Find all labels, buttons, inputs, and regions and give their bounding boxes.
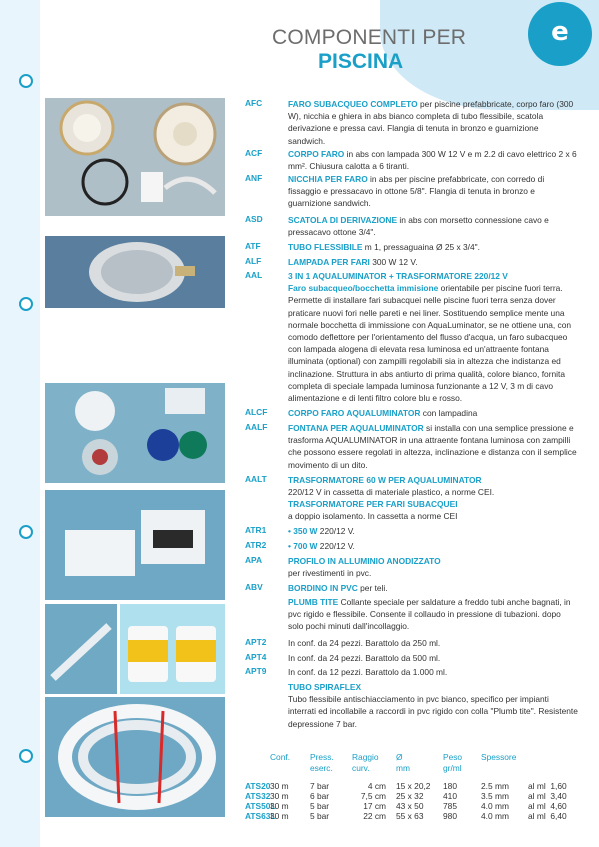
- product-name: CORPO FARO AQUALUMINATOR: [288, 408, 421, 418]
- product-name: LAMPADA PER FARI: [288, 257, 370, 267]
- spec-header-press: Press. eserc.: [310, 752, 334, 773]
- photo-spiraflex-hose: [45, 697, 225, 817]
- spec-header-diam: Ø mm: [396, 752, 410, 773]
- product-description: 300 W 12 V.: [369, 257, 418, 267]
- spec-press: 5 bar: [310, 801, 330, 811]
- spec-header-peso: Peso gr/ml: [443, 752, 463, 773]
- spec-code: ATS20: [245, 781, 271, 791]
- product-description: In conf. da 12 pezzi. Barattolo da 1.000 ml.: [288, 667, 448, 677]
- spec-peso: 980: [443, 811, 457, 821]
- spec-press: 7 bar: [310, 781, 330, 791]
- page-title-line1: COMPONENTI PER: [272, 26, 467, 49]
- product-entry-alf: [288, 256, 578, 268]
- photo-aluminium-profile: [45, 604, 117, 694]
- product-code: ALF: [245, 256, 262, 266]
- product-code: ATR1: [245, 525, 267, 535]
- spec-price: al ml 3,40: [528, 791, 567, 801]
- product-name: TUBO SPIRAFLEX: [288, 682, 362, 692]
- binder-hole: [19, 297, 33, 311]
- spec-peso: 785: [443, 801, 457, 811]
- photo-plumb-tite-jars: [120, 604, 225, 694]
- photo-aqualuminator: [45, 383, 225, 483]
- spec-spessore: 4.0 mm: [481, 801, 509, 811]
- photo-transformer: [45, 490, 225, 600]
- product-name: CORPO FARO: [288, 149, 345, 159]
- product-subtitle: Faro subacqueo/bocchetta immisione: [288, 283, 439, 294]
- spec-price: al ml 1,60: [528, 781, 567, 791]
- product-name: NICCHIA PER FARO: [288, 174, 368, 184]
- product-entry-atr1: [288, 525, 578, 537]
- product-entry-abv: [288, 582, 578, 594]
- product-name: TUBO FLESSIBILE: [288, 242, 363, 252]
- spec-spessore: 3.5 mm: [481, 791, 509, 801]
- product-code: APT9: [245, 666, 267, 676]
- product-description: Tubo flessibile antischiacciamento in pvc bianco, specifico per impianti interrati ed incollabile a raccordi in pvc rigido con colla "Plumb tite". Resistente depressione 7 bar.: [288, 694, 578, 729]
- product-description: in abs con lampada 300 W 12 V e m 2.2 di cavo elettrico 2 x 6 mm². Chiusura calotta a 6 tiranti.: [288, 149, 577, 172]
- product-code: ATF: [245, 241, 261, 251]
- product-code: APA: [245, 555, 263, 565]
- product-code: ABV: [245, 582, 263, 592]
- photo-lamp: [45, 236, 225, 308]
- product-description: orientabile per piscine fuori terra. Permette di installare fari subacquei nelle piscine fuori terra senza dover praticare nuovi fori nelle pareti e nei liner. Sostituendo semplice mente una normale bocchetta di immissione con AquaLuminator, se ne ottiene una, con comodo deflettore per l'orientamento del flusso d'acqua, un faro subacqueo con lampada alogena di elevata resa luminosa ed un'attraente fontana illuminata (optional) con zampilli regolabili sia in altezza che indistanza ed inclinazione. Struttura in abs antiurto di prima qualità, colore bianco, fornita completa di speciale lampada luminosa funzionante a 12 V, 3 m di cavo alimentazione e di lenti filtro colore blu e rosso.: [288, 283, 572, 404]
- spec-spessore: 2.5 mm: [481, 781, 509, 791]
- binder-hole: [19, 525, 33, 539]
- photo-pool-light-components: [45, 98, 225, 216]
- product-name: • 350 W: [288, 526, 318, 536]
- product-code: ATR2: [245, 540, 267, 550]
- product-name: • 700 W: [288, 541, 318, 551]
- product-entry-apt9: [288, 666, 578, 678]
- product-entry-asd: [288, 214, 578, 238]
- spec-code: ATS50L: [245, 801, 276, 811]
- product-description: Collante speciale per saldature a freddo tubi anche bagnati, in pvc rigido e flessibile. Consente il collaudo in pressione di tubazioni. dopo solo pochi minuti dall'incollaggio.: [288, 597, 571, 632]
- product-code: AAL: [245, 270, 263, 280]
- section-letter: e: [551, 17, 569, 47]
- spec-spessore: 4.0 mm: [481, 811, 509, 821]
- product-description: In conf. da 24 pezzi. Barattolo da 500 ml.: [288, 653, 441, 663]
- product-code: AALF: [245, 422, 268, 432]
- product-entry-apt4: [288, 652, 578, 664]
- spec-price: al ml 4,60: [528, 801, 567, 811]
- product-entry-apa: [288, 555, 578, 579]
- product-description: in abs con morsetto connessione cavo e pressacavo ottone 3/4".: [288, 215, 549, 238]
- product-code: ANF: [245, 173, 263, 183]
- product-code: ACF: [245, 148, 263, 158]
- spec-conf: 30 m: [270, 801, 289, 811]
- spec-code: ATS63L: [245, 811, 276, 821]
- binder-hole: [19, 749, 33, 763]
- product-description: a doppio isolamento. In cassetta a norme CEI: [288, 511, 458, 522]
- product-name: PROFILO IN ALLUMINIO ANODIZZATO: [288, 556, 441, 566]
- product-name: PLUMB TITE: [288, 597, 339, 607]
- spec-diam: 43 x 50: [396, 801, 424, 811]
- product-entry-alcf: [288, 407, 578, 419]
- spec-conf: 30 m: [270, 781, 289, 791]
- spec-conf: 30 m: [270, 811, 289, 821]
- product-entry-plumb-tite: [288, 596, 578, 633]
- spec-raggio: 7,5 cm: [360, 791, 386, 801]
- product-description: m 1, pressaguaina Ø 25 x 3/4".: [362, 242, 480, 252]
- spec-price: al ml 6,40: [528, 811, 567, 821]
- product-name: FONTANA PER AQUALUMINATOR: [288, 423, 424, 433]
- spec-header-conf: Conf.: [270, 752, 291, 762]
- product-entry-anf: [288, 173, 578, 210]
- product-description: per rivestimenti in pvc.: [288, 568, 372, 579]
- product-code: AALT: [245, 474, 267, 484]
- product-code: ALCF: [245, 407, 268, 417]
- product-description: con lampadina: [420, 408, 478, 418]
- product-entry-spiraflex: [288, 681, 578, 730]
- product-code: APT4: [245, 652, 267, 662]
- product-entry-transformer: [288, 498, 578, 522]
- product-entry-aalt: [288, 474, 578, 498]
- product-name: TRASFORMATORE PER FARI SUBACQUEI: [288, 499, 458, 509]
- spec-raggio: 4 cm: [367, 781, 386, 791]
- page-title-line2: PISCINA: [318, 50, 404, 73]
- spec-press: 5 bar: [310, 811, 330, 821]
- spec-diam: 15 x 20,2: [396, 781, 431, 791]
- product-entry-afc: [288, 98, 578, 147]
- product-entry-acf: [288, 148, 578, 172]
- product-entry-atr2: [288, 540, 578, 552]
- spec-header-raggio: Raggio curv.: [352, 752, 379, 773]
- spec-raggio: 22 cm: [363, 811, 386, 821]
- spec-diam: 25 x 32: [396, 791, 424, 801]
- product-name: BORDINO IN PVC: [288, 583, 358, 593]
- spec-conf: 30 m: [270, 791, 289, 801]
- product-entry-apt2: [288, 637, 578, 649]
- binder-hole: [19, 74, 33, 88]
- spec-header-spessore: Spessore: [481, 752, 517, 762]
- product-name: TRASFORMATORE 60 W PER AQUALUMINATOR: [288, 475, 482, 485]
- product-description: In conf. da 24 pezzi. Barattolo da 250 ml.: [288, 638, 441, 648]
- spec-code: ATS32: [245, 791, 271, 801]
- binder-margin: [0, 0, 40, 847]
- product-description: si installa con una semplice pressione e trasforma AQUALUMINATOR in una attraente fontana luminosa con zampilli che possono essere regolati in altezza, inclinazione e distanza con il semplice movimento di un dito.: [288, 423, 577, 470]
- spec-peso: 180: [443, 781, 457, 791]
- product-code: ASD: [245, 214, 263, 224]
- product-description: 220/12 V in cassetta di materiale plastico, a norme CEI.: [288, 487, 495, 498]
- spec-peso: 410: [443, 791, 457, 801]
- product-description: per piscine prefabbricate, corpo faro (300 W), nicchia e ghiera in abs bianco completa di tubo flessibile, scatola derivazione e pressa cavi. Flangia di tenuta in bronzo e guarnizione sandwich.: [288, 99, 574, 146]
- spec-press: 6 bar: [310, 791, 330, 801]
- product-entry-aalf: [288, 422, 578, 471]
- product-description: 220/12 V.: [317, 541, 355, 551]
- product-name: FARO SUBACQUEO COMPLETO: [288, 99, 418, 109]
- product-description: in abs per piscine prefabbricate, con corredo di fissaggio e pressacavo in ottone 5/8". Flangia di tenuta in bronzo e guarnizione sandwich.: [288, 174, 545, 209]
- product-description: 220/12 V.: [317, 526, 355, 536]
- product-name: SCATOLA DI DERIVAZIONE: [288, 215, 398, 225]
- spec-diam: 55 x 63: [396, 811, 424, 821]
- product-code: AFC: [245, 98, 263, 108]
- product-code: APT2: [245, 637, 267, 647]
- spec-raggio: 17 cm: [363, 801, 386, 811]
- product-name: 3 IN 1 AQUALUMINATOR + TRASFORMATORE 220/12 V: [288, 271, 508, 281]
- product-description: per teli.: [357, 583, 388, 593]
- product-entry-atf: [288, 241, 578, 253]
- product-entry-aal: [288, 270, 578, 404]
